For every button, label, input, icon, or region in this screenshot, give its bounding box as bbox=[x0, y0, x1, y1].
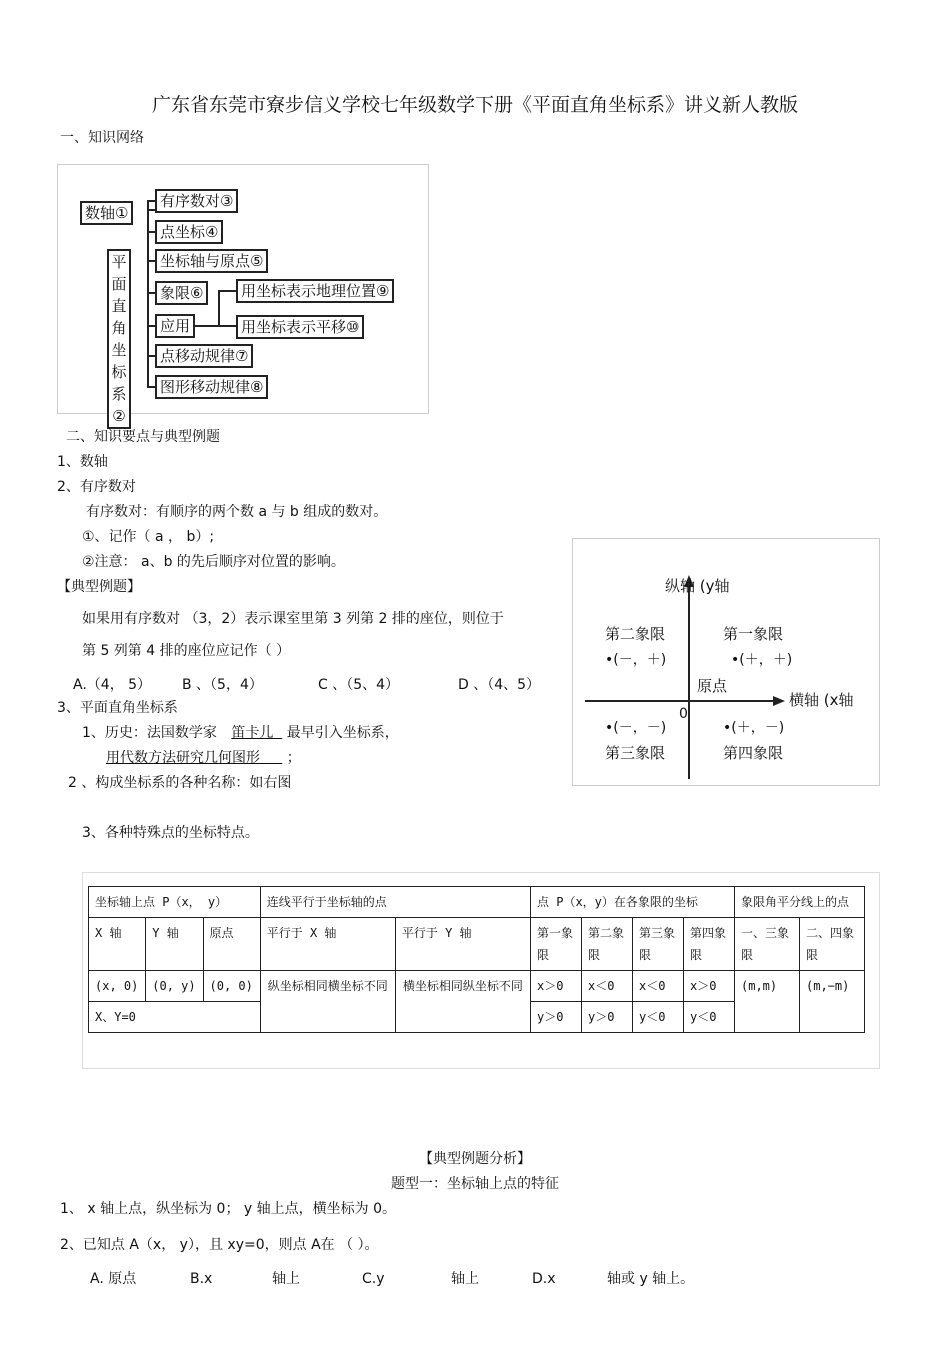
branch-node: 象限⑥ bbox=[155, 281, 208, 305]
x-axis-label: 横轴 (x轴 bbox=[789, 691, 854, 709]
coordinate-figure bbox=[572, 538, 880, 786]
numberline-node: 数轴① bbox=[80, 201, 133, 225]
quadrant-1-sign: •(＋，＋) bbox=[731, 652, 793, 668]
table-cell: 二、四象限 bbox=[800, 918, 865, 971]
branch-node: 图形移动规律⑧ bbox=[155, 375, 268, 399]
quadrant-3-label: 第三象限 bbox=[605, 744, 666, 762]
history-line bbox=[106, 749, 301, 767]
quadrant-4-sign: •(＋，－) bbox=[723, 720, 785, 736]
table-cell: x＞0 bbox=[684, 971, 735, 1002]
q2-option: 轴上 bbox=[272, 1271, 300, 1287]
table-cell: 平行于 Y 轴 bbox=[395, 918, 530, 971]
node-char: 面 bbox=[111, 275, 127, 293]
option: D 、（4、5） bbox=[458, 677, 541, 693]
table-row bbox=[89, 971, 865, 1002]
special-points-table bbox=[88, 886, 865, 1033]
table-cell: (m,m) bbox=[735, 971, 800, 1033]
table-cell: y＜0 bbox=[684, 1002, 735, 1033]
table-header: 点 P（x，y）在各象限的坐标 bbox=[531, 887, 735, 918]
table-cell: (m,−m) bbox=[800, 971, 865, 1033]
item-heading: 1、数轴 bbox=[57, 454, 108, 470]
option: B 、（5，4） bbox=[182, 677, 263, 693]
page-title: 广东省东莞市寮步信义学校七年级数学下册《平面直角坐标系》讲义新人教版 bbox=[151, 94, 798, 116]
history-name: 笛卡儿 bbox=[231, 725, 274, 741]
quadrant-2-label: 第二象限 bbox=[605, 625, 666, 643]
table-cell: 横坐标相同纵坐标不同 bbox=[395, 971, 530, 1033]
quadrant-1-label: 第一象限 bbox=[723, 625, 784, 643]
table-header: 象限角平分线上的点 bbox=[735, 887, 865, 918]
table-cell: Y 轴 bbox=[146, 918, 203, 971]
x-arrow-icon bbox=[773, 696, 785, 706]
table-cell: x＞0 bbox=[531, 971, 582, 1002]
table-cell: x＜0 bbox=[582, 971, 633, 1002]
table-cell: 第二象限 bbox=[582, 918, 633, 971]
node-char: 平 bbox=[111, 253, 127, 271]
table-cell: (0, 0) bbox=[203, 971, 260, 1002]
table-cell: 第三象限 bbox=[633, 918, 684, 971]
table-cell: 第一象限 bbox=[531, 918, 582, 971]
table-cell: 纵坐标相同横坐标不同 bbox=[260, 971, 395, 1033]
coordinate-system-node bbox=[107, 249, 131, 429]
history-method: 用代数方法研究几何图形 bbox=[106, 750, 260, 766]
example-text: 如果用有序数对 （3，2）表示课室里第 3 列第 2 排的座位，则位于 bbox=[82, 611, 504, 627]
table-cell: X、Y=0 bbox=[89, 1002, 261, 1033]
branch-node: 点移动规律⑦ bbox=[155, 344, 253, 368]
section-heading: 一、知识网络 bbox=[60, 130, 144, 146]
names-line: 2 、构成坐标系的各种名称：如右图 bbox=[68, 775, 292, 791]
node-char: ② bbox=[112, 407, 126, 425]
branch-node: 有序数对③ bbox=[155, 189, 238, 213]
special-points-line: 3、各种特殊点的坐标特点。 bbox=[82, 825, 259, 841]
example-heading: 【典型例题】 bbox=[57, 579, 141, 595]
example-text: 第 5 列第 4 排的座位应记作（ ） bbox=[82, 643, 291, 659]
note: ①、记作（ a ， b）; bbox=[82, 529, 215, 545]
zero-label: 0 bbox=[679, 706, 688, 722]
table-row bbox=[89, 887, 865, 918]
history-text: 最早引入坐标系， bbox=[286, 725, 399, 741]
node-char: 系 bbox=[111, 385, 127, 403]
table-header: 坐标轴上点 P（x， y） bbox=[89, 887, 261, 918]
q2-option: D.x bbox=[532, 1271, 556, 1287]
node-char: 标 bbox=[111, 363, 127, 381]
app-node: 用坐标表示地理位置⑨ bbox=[236, 279, 394, 303]
knowledge-network bbox=[57, 164, 429, 425]
table-cell: y＞0 bbox=[531, 1002, 582, 1033]
node-char: 坐 bbox=[111, 341, 127, 359]
q2-option: 轴或 y 轴上。 bbox=[607, 1271, 695, 1287]
history-text: 1、历史：法国数学家 bbox=[82, 725, 217, 741]
q2-option: B.x bbox=[190, 1271, 213, 1287]
q2-option: C.y bbox=[362, 1271, 385, 1287]
table-cell: 平行于 X 轴 bbox=[260, 918, 395, 971]
branch-node: 点坐标④ bbox=[155, 220, 223, 244]
table-cell: X 轴 bbox=[89, 918, 146, 971]
note: ②注意： a、b 的先后顺序对位置的影响。 bbox=[82, 554, 345, 570]
item-heading: 2、有序数对 bbox=[57, 479, 136, 495]
quadrant-4-label: 第四象限 bbox=[723, 744, 784, 762]
node-char: 直 bbox=[111, 297, 127, 315]
table-cell: 原点 bbox=[203, 918, 260, 971]
type-heading: 题型一：坐标轴上点的特征 bbox=[391, 1176, 559, 1192]
q2-option: 轴上 bbox=[451, 1271, 479, 1287]
question-2: 2、已知点 A（x， y），且 xy=0，则点 A在 （ ）。 bbox=[60, 1237, 379, 1253]
quadrant-3-sign: •(－，－) bbox=[605, 720, 667, 736]
q2-option: A. 原点 bbox=[90, 1271, 137, 1287]
branch-node: 应用 bbox=[155, 314, 195, 338]
section-heading: 二、知识要点与典型例题 bbox=[66, 429, 220, 445]
app-node: 用坐标表示平移⑩ bbox=[236, 315, 364, 339]
table-cell: y＜0 bbox=[633, 1002, 684, 1033]
history-line bbox=[82, 724, 399, 742]
table-row bbox=[89, 918, 865, 971]
quadrant-2-sign: •(－，＋) bbox=[605, 652, 667, 668]
table-cell: (0, y) bbox=[146, 971, 203, 1002]
item-heading: 3、平面直角坐标系 bbox=[57, 700, 178, 716]
analysis-heading: 【典型例题分析】 bbox=[419, 1151, 531, 1167]
table-cell: 一、三象限 bbox=[735, 918, 800, 971]
table-cell: (x, 0) bbox=[89, 971, 146, 1002]
branch-node: 坐标轴与原点⑤ bbox=[155, 249, 268, 273]
history-text: ； bbox=[286, 750, 301, 766]
table-cell: 第四象限 bbox=[684, 918, 735, 971]
y-axis-label: 纵轴 (y轴 bbox=[665, 577, 730, 595]
option: A.（4， 5） bbox=[73, 677, 152, 693]
table-cell: y＞0 bbox=[582, 1002, 633, 1033]
option: C 、（5、4） bbox=[318, 677, 400, 693]
table-header: 连线平行于坐标轴的点 bbox=[260, 887, 530, 918]
definition: 有序数对：有顺序的两个数 a 与 b 组成的数对。 bbox=[86, 504, 388, 520]
question-1: 1、 x 轴上点，纵坐标为 0； y 轴上点，横坐标为 0。 bbox=[60, 1201, 396, 1217]
node-char: 角 bbox=[111, 319, 127, 337]
origin-label: 原点 bbox=[697, 677, 728, 695]
table-cell: x＜0 bbox=[633, 971, 684, 1002]
